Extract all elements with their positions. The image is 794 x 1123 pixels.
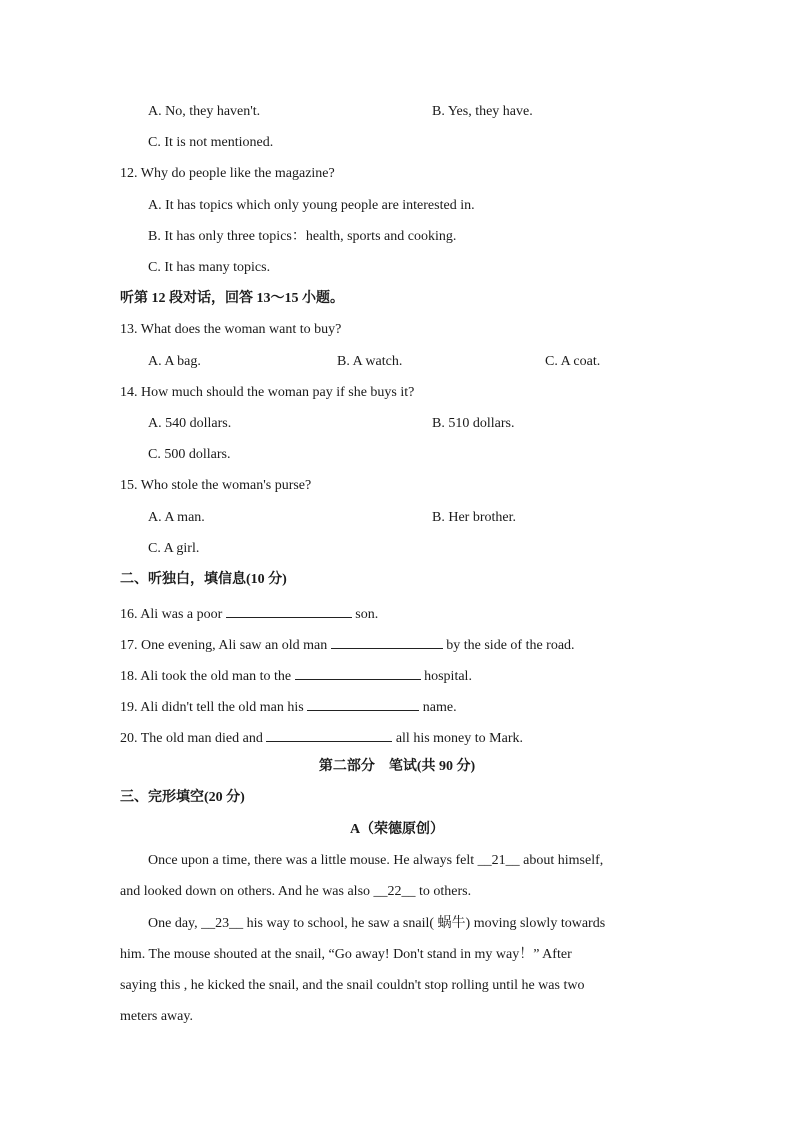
- q17-answer-blank[interactable]: [331, 634, 443, 649]
- q19-answer-blank[interactable]: [307, 696, 419, 711]
- q14-option-b: B. 510 dollars.: [432, 416, 515, 431]
- q14-option-a: A. 540 dollars.: [148, 416, 232, 431]
- section-three-heading: 三、完形填空(20 分): [120, 790, 245, 805]
- q12-option-b: B. It has only three topics：health, sports and cooking.: [148, 229, 457, 244]
- q14-option-c: C. 500 dollars.: [148, 447, 231, 462]
- q20: [120, 727, 523, 748]
- q12-option-a: A. It has topics which only young people are interested in.: [148, 198, 475, 213]
- q16-text-before: 16. Ali was a poor: [120, 607, 223, 622]
- q15-option-b: B. Her brother.: [432, 510, 516, 525]
- q17-text-after: by the side of the road.: [446, 638, 575, 653]
- q16-text-after: son.: [355, 607, 379, 622]
- q12-stem: 12. Why do people like the magazine?: [120, 166, 335, 181]
- passage-line-5: saying this , he kicked the snail, and the snail couldn't stop rolling until he was two: [120, 978, 585, 993]
- passage-title: A（荣德原创）: [349, 822, 445, 837]
- q17: [120, 634, 575, 655]
- q20-answer-blank[interactable]: [266, 727, 392, 742]
- q20-text-before: 20. The old man died and: [120, 731, 263, 746]
- q18-answer-blank[interactable]: [295, 665, 421, 680]
- q15-option-a: A. A man.: [148, 510, 205, 525]
- section-12-heading: 听第 12 段对话，回答 13～15 小题。: [120, 291, 344, 306]
- q13-option-b: B. A watch.: [337, 354, 403, 369]
- q13-stem: 13. What does the woman want to buy?: [120, 322, 342, 337]
- q11-option-b: B. Yes, they have.: [432, 104, 533, 119]
- q17-text-before: 17. One evening, Ali saw an old man: [120, 638, 328, 653]
- q11-option-a: A. No, they haven't.: [148, 104, 261, 119]
- q13-option-a: A. A bag.: [148, 354, 201, 369]
- passage-line-1: Once upon a time, there was a little mouse. He always felt __21__ about himself,: [148, 853, 604, 868]
- passage-line-2: and looked down on others. And he was also __22__ to others.: [120, 884, 472, 899]
- q19-text-before: 19. Ali didn't tell the old man his: [120, 700, 304, 715]
- q19: [120, 696, 457, 717]
- q15-option-c: C. A girl.: [148, 541, 200, 556]
- q18-text-before: 18. Ali took the old man to the: [120, 669, 292, 684]
- q19-text-after: name.: [422, 700, 457, 715]
- q18-text-after: hospital.: [424, 669, 472, 684]
- q12-option-c: C. It has many topics.: [148, 260, 271, 275]
- passage-line-4: him. The mouse shouted at the snail, “Go away! Don't stand in my way！” After: [120, 947, 572, 962]
- q13-option-c: C. A coat.: [545, 354, 601, 369]
- section-two-heading: 二、听独白，填信息(10 分): [120, 572, 287, 587]
- q16: [120, 603, 378, 624]
- passage-line-6: meters away.: [120, 1009, 193, 1024]
- q18: [120, 665, 472, 686]
- q15-stem: 15. Who stole the woman's purse?: [120, 478, 312, 493]
- q16-answer-blank[interactable]: [226, 603, 352, 618]
- q14-stem: 14. How much should the woman pay if she buys it?: [120, 385, 415, 400]
- q20-text-after: all his money to Mark.: [395, 731, 523, 746]
- q11-option-c: C. It is not mentioned.: [148, 135, 274, 150]
- part-two-heading: 第二部分 笔试(共 90 分): [318, 759, 476, 774]
- passage-line-3: One day, __23__ his way to school, he saw a snail( 蜗牛) moving slowly towards: [148, 916, 606, 931]
